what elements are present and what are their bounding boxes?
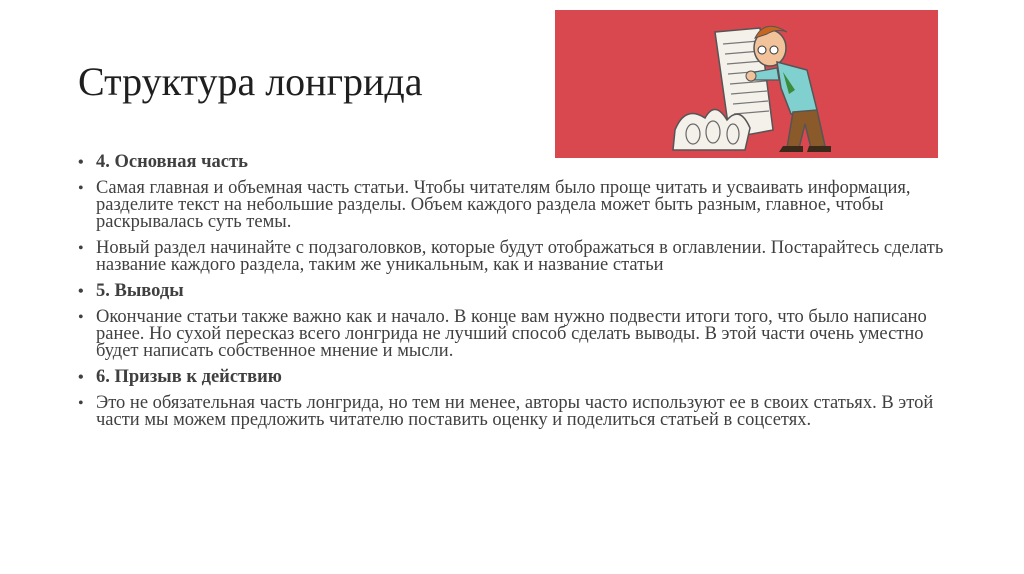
bullet-dot-icon: • <box>78 240 84 257</box>
bullet-item <box>78 395 948 429</box>
bullet-dot-icon: • <box>78 395 84 412</box>
bullet-item <box>78 240 948 274</box>
man-reading-long-scroll-icon <box>555 10 938 158</box>
bullet-text: Окончание статьи также важно как и начало. В конце вам нужно подвести итоги того, что было написано ранее. Но сухой пересказ всего лонгрида не лучший способ сделать выводы. В этой части очень уместно будет написать собственное мнение и мысли. <box>96 307 927 361</box>
bullet-dot-icon: • <box>78 180 84 197</box>
bullet-item <box>78 369 948 386</box>
bullet-item <box>78 154 948 171</box>
bullet-text: 6. Призыв к действию <box>96 367 282 387</box>
bullet-item <box>78 309 948 360</box>
bullet-list <box>78 154 948 438</box>
bullet-text: Это не обязательная часть лонгрида, но тем ни менее, авторы часто используют ее в своих статьях. В этой части мы можем предложить читателю поставить оценку и поделиться статьей в соцсетях. <box>96 393 934 430</box>
bullet-dot-icon: • <box>78 369 84 386</box>
bullet-dot-icon: • <box>78 154 84 171</box>
illustration-panel <box>555 10 938 158</box>
slide-title: Структура лонгрида <box>78 59 423 104</box>
bullet-dot-icon: • <box>78 309 84 326</box>
bullet-item <box>78 283 948 300</box>
bullet-text: Самая главная и объемная часть статьи. Чтобы читателям было проще читать и усваивать информация, разделите текст на небольшие разделы. Объем каждого раздела может быть разным, главное, чтобы раскрывалась суть темы. <box>96 178 911 232</box>
bullet-text: 5. Выводы <box>96 281 184 301</box>
bullet-item <box>78 180 948 231</box>
bullet-text: Новый раздел начинайте с подзаголовков, которые будут отображаться в оглавлении. Постарайтесь сделать название каждого раздела, таким же уникальным, как и название статьи <box>96 238 944 275</box>
bullet-dot-icon: • <box>78 283 84 300</box>
bullet-text: 4. Основная часть <box>96 152 248 172</box>
